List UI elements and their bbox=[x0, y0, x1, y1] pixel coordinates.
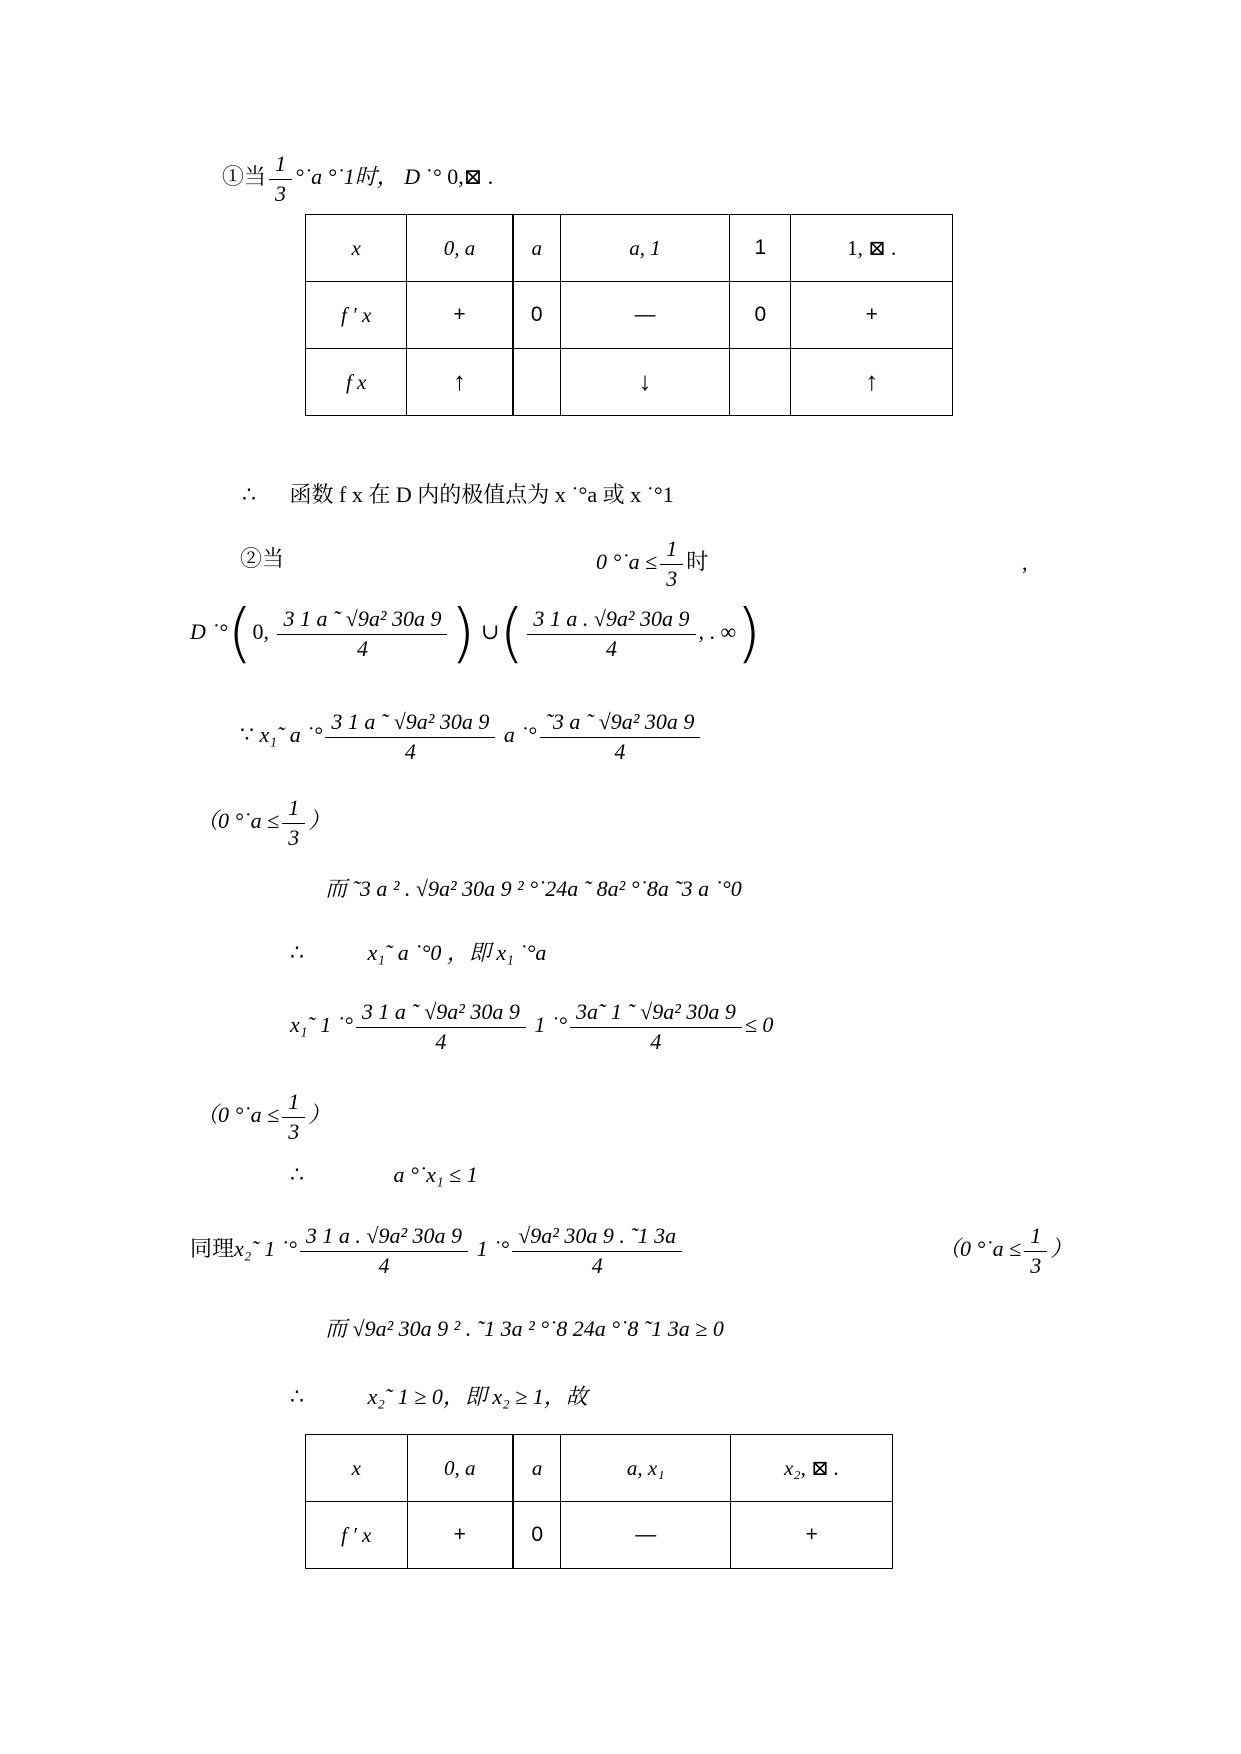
table-cell: 0 bbox=[513, 1502, 561, 1569]
monotonicity-table-2 bbox=[305, 1434, 893, 1569]
condition-a-2: （0 °˙a ≤ $\frac{1}{3}$ ） bbox=[196, 1088, 330, 1146]
table-cell: — bbox=[560, 282, 730, 349]
table-cell: + bbox=[407, 282, 513, 349]
table-cell bbox=[513, 349, 561, 416]
left-paren: ( bbox=[499, 597, 525, 671]
case2-condition: 0 °˙a ≤ $\frac{1}{3}$ 时 bbox=[596, 535, 708, 593]
table-cell: 0, a bbox=[407, 1435, 513, 1502]
condition-fraction: $\frac{1}{3}$ bbox=[1024, 1222, 1047, 1280]
table-cell: a, 1 bbox=[560, 215, 730, 282]
table-cell bbox=[730, 349, 791, 416]
domain-fraction-2: $\frac{\text{3 1 a . √9a² 30a 9}}{4}$ bbox=[527, 605, 695, 663]
therefore-symbol: ∴ bbox=[242, 482, 256, 507]
domain-fraction-1: $\frac{\text{3 1 a ˜ √9a² 30a 9}}{4}$ bbox=[277, 605, 447, 663]
extreme-points-text: 函数 f x 在 D 内的极值点为 x ˙°a 或 x ˙°1 bbox=[289, 482, 674, 507]
therefore-line-1: ∴ x₁˜ a ˙°0 ，即 x₁ ˙°a bbox=[290, 940, 547, 965]
x2-condition: （0 °˙a ≤ $\frac{1}{3}$ ） bbox=[938, 1222, 1072, 1280]
left-paren: ( bbox=[227, 597, 253, 671]
table-cell: — bbox=[561, 1502, 731, 1569]
case2-fraction: $\frac{1}{3}$ bbox=[660, 535, 683, 593]
domain-expression: D ˙°(0, $\frac{\text{3 1 a ˜ √9a² 30a 9}}{4}$ ) ∪( $\frac{\text{3 1 a . √9a² 30a 9}}{4}$ , . ∞) bbox=[190, 597, 762, 671]
condition-a-1: （0 °˙a ≤ $\frac{1}{3}$ ） bbox=[196, 794, 330, 852]
table-cell: f x bbox=[306, 349, 407, 416]
and-line-1: 而 ˜3 a ² . √9a² 30a 9 ² °˙24a ˜ 8a² °˙8a ˜3 a ˙°0 bbox=[325, 876, 742, 901]
table-cell: a bbox=[513, 1435, 561, 1502]
case1-domain-value: ˙° 0,⊠ . bbox=[425, 164, 494, 190]
table-cell: x bbox=[306, 1435, 408, 1502]
table-cell: a, x₁ bbox=[561, 1435, 731, 1502]
therefore-line-3: ∴ x₂˜ 1 ≥ 0，即 x₂ ≥ 1，故 bbox=[290, 1384, 588, 1409]
increasing-arrow: ↑ bbox=[791, 349, 953, 416]
table-cell: x₂, ⊠ . bbox=[731, 1435, 893, 1502]
increasing-arrow: ↑ bbox=[407, 349, 513, 416]
table-cell: f ′ x bbox=[306, 282, 407, 349]
case1-fraction: $\frac{1}{3}$ bbox=[269, 150, 292, 208]
table1-derivative-row bbox=[306, 282, 953, 349]
x2-fraction-2: $\frac{\text{√9a² 30a 9 . ˜1 3a}}{4}$ bbox=[512, 1222, 682, 1280]
since-fraction-2: $\frac{\text{˜3 a ˜ √9a² 30a 9}}{4}$ bbox=[540, 708, 701, 766]
table-cell: + bbox=[731, 1502, 893, 1569]
table-cell: 0, a bbox=[407, 215, 513, 282]
table1-function-row bbox=[306, 349, 953, 416]
case2-comma: , bbox=[1022, 550, 1028, 575]
table-cell: f ′ x bbox=[306, 1502, 408, 1569]
table1-header-row bbox=[306, 215, 953, 282]
x1-line: x₁˜ 1 ˙° $\frac{\text{3 1 a ˜ √9a² 30a 9}}{4}$ 1 ˙° $\frac{\text{3a˜ 1 ˜ √9a² 30a 9}}{4}$ ≤ 0 bbox=[290, 998, 773, 1056]
table-cell: 0 bbox=[730, 282, 791, 349]
since-line: ∵ x₁˜ a ˙° $\frac{\text{3 1 a ˜ √9a² 30a 9}}{4}$ a ˙° $\frac{\text{˜3 a ˜ √9a² 30a 9}}{4}$ bbox=[240, 708, 703, 766]
table-cell: x bbox=[306, 215, 407, 282]
and-line-2: 而 √9a² 30a 9 ² . ˜1 3a ² °˙8 24a °˙8 ˜1 3a ≥ 0 bbox=[325, 1316, 724, 1341]
x2-line: 同理x₂˜ 1 ˙° $\frac{\text{3 1 a . √9a² 30a 9}}{4}$ 1 ˙° $\frac{\text{√9a² 30a 9 . ˜1 3a}}{4}$ bbox=[190, 1222, 685, 1280]
x1-fraction-1: $\frac{\text{3 1 a ˜ √9a² 30a 9}}{4}$ bbox=[356, 998, 526, 1056]
case1-condition: °˙a °˙1时， bbox=[295, 164, 399, 190]
monotonicity-table-1 bbox=[305, 214, 953, 416]
table-cell: 1 bbox=[730, 215, 791, 282]
therefore-line-2: ∴ a °˙x₁ ≤ 1 bbox=[290, 1162, 478, 1187]
table2-derivative-row bbox=[306, 1502, 893, 1569]
table-cell: 0 bbox=[513, 282, 561, 349]
table2-header-row bbox=[306, 1435, 893, 1502]
case1-domain-label: D bbox=[404, 164, 421, 190]
table-cell: 1, ⊠ . bbox=[791, 215, 953, 282]
x2-fraction-1: $\frac{\text{3 1 a . √9a² 30a 9}}{4}$ bbox=[300, 1222, 468, 1280]
case1-line bbox=[222, 150, 493, 208]
extreme-points-line bbox=[242, 484, 674, 506]
right-paren: ) bbox=[450, 597, 476, 671]
since-fraction-1: $\frac{\text{3 1 a ˜ √9a² 30a 9}}{4}$ bbox=[325, 708, 495, 766]
x1-fraction-2: $\frac{\text{3a˜ 1 ˜ √9a² 30a 9}}{4}$ bbox=[570, 998, 742, 1056]
table-cell: + bbox=[791, 282, 953, 349]
case2-lead: ②当 bbox=[240, 546, 285, 571]
condition-fraction: $\frac{1}{3}$ bbox=[282, 794, 305, 852]
table-cell: a bbox=[513, 215, 561, 282]
case1-lead: ①当 bbox=[222, 164, 267, 190]
table-cell: + bbox=[407, 1502, 513, 1569]
decreasing-arrow: ↓ bbox=[560, 349, 730, 416]
right-paren: ) bbox=[736, 597, 762, 671]
condition-fraction: $\frac{1}{3}$ bbox=[282, 1088, 305, 1146]
